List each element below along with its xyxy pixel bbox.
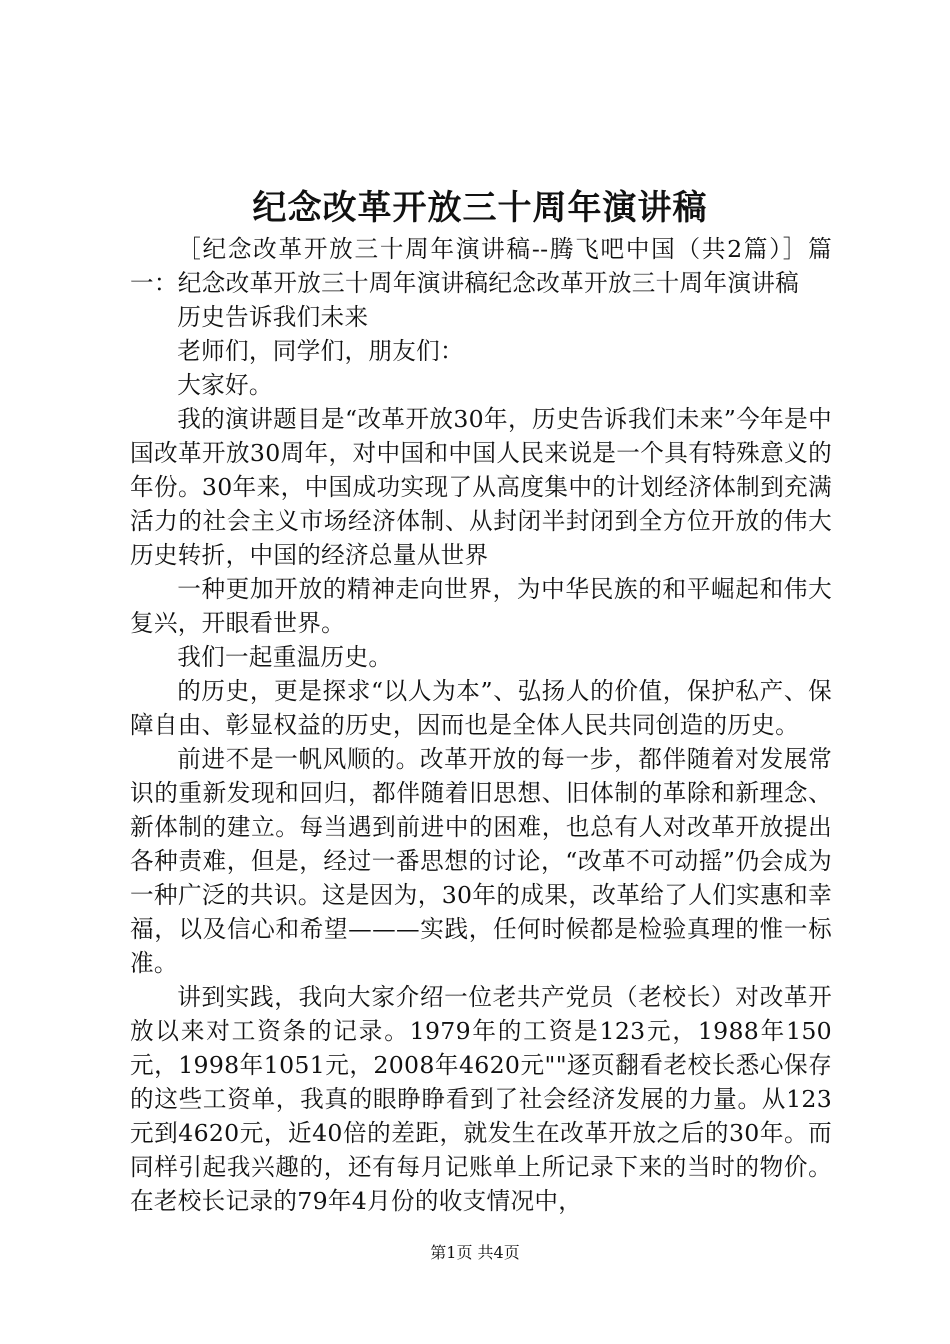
document-body	[130, 232, 832, 1218]
paragraph-open-spirit: 一种更加开放的精神走向世界，为中华民族的和平崛起和伟大复兴，开眼看世界。	[130, 575, 832, 637]
paragraph-salutation: 老师们，同学们，朋友们：	[177, 337, 464, 365]
paragraph-intro: ［纪念改革开放三十周年演讲稿--腾飞吧中国（共2篇）］篇一：纪念改革开放三十周年演讲稿纪念改革开放三十周年演讲稿	[130, 235, 832, 297]
paragraph-review-history: 我们一起重温历史。	[177, 643, 393, 671]
paragraph-salary-record: 讲到实践，我向大家介绍一位老共产党员（老校长）对改革开放以来对工资条的记录。1979年的工资是123元，1988年150元，1998年1051元，2008年4620元""逐页翻看老校长悉心保存的这些工资单，我真的眼睁睁看到了社会经济发展的力量。从123元到4620元，近40倍的差距，就发生在改革开放之后的30年。而同样引起我兴趣的，还有每月记账单上所记录下来的当时的物价。在老校长记录的79年4月份的收支情况中，	[130, 983, 832, 1215]
page-footer: 第1页 共4页	[430, 1243, 520, 1262]
paragraph-greeting: 大家好。	[177, 371, 273, 399]
paragraph-people-history: 的历史，更是探求“以人为本”、弘扬人的价值，保护私产、保障自由、彰显权益的历史，因而也是全体人民共同创造的历史。	[130, 677, 832, 739]
paragraph-progress: 前进不是一帆风顺的。改革开放的每一步，都伴随着对发展常识的重新发现和回归，都伴随着旧思想、旧体制的革除和新理念、新体制的建立。每当遇到前进中的困难，也总有人对改革开放提出各种责难，但是，经过一番思想的讨论，“改革不可动摇”仍会成为一种广泛的共识。这是因为，30年的成果，改革给了人们实惠和幸福，以及信心和希望———实践，任何时候都是检验真理的惟一标准。	[130, 745, 832, 977]
paragraph-speech-title: 历史告诉我们未来	[177, 303, 369, 331]
paragraph-topic: 我的演讲题目是“改革开放30年，历史告诉我们未来”今年是中国改革开放30周年，对中国和中国人民来说是一个具有特殊意义的年份。30年来，中国成功实现了从高度集中的计划经济体制到充满活力的社会主义市场经济体制、从封闭半封闭到全方位开放的伟大历史转折，中国的经济总量从世界	[130, 405, 832, 569]
document-title: 纪念改革开放三十周年演讲稿	[252, 188, 708, 228]
